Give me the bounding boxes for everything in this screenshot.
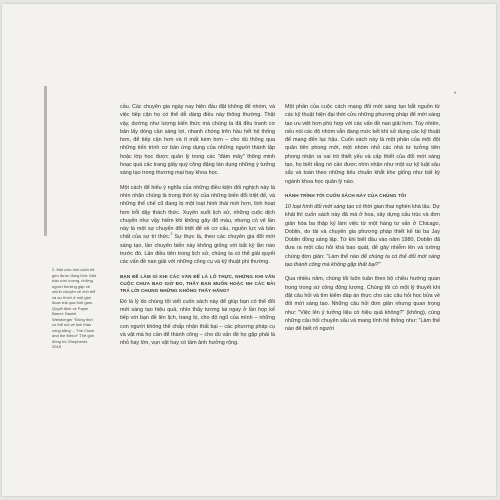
- paragraph: [120, 184, 275, 267]
- section-heading: HÀNH TRÌNH TỚI CUỐN SÁCH NÀY CỦA CHÚNG TÔI: [285, 192, 406, 198]
- quote-text: để chúng ta có thể đổi mới sáng tạo thành công mà không gặp thất bại?": [285, 253, 440, 269]
- paragraph-text: Một cách để hiểu ý nghĩa của những điều kiện đối nghịch này là nhìn nhận chúng là trong thời kỳ của những biến đổi triệt để, và những thế chế cũ đang bị một loạt hình thái mới hơn, linh hoạt hơn trỗi dậy thách thức. Xuyên suốt lịch sử, những cuộc dịch chuyển như vậy hiếm khi không gây đổ máu, nhưng có vẻ lần này là một sự chuyển đổi triệt để về cơ cấu, nguồn lực và bản chất của sự tri thức.: [120, 184, 275, 241]
- book-title: 10 loại hình đổi mới sáng tạo: [285, 203, 355, 210]
- book-page: [2, 4, 496, 496]
- left-column: [120, 103, 275, 353]
- paragraph: cầu. Các chuyên gia ngày nay hiện đầu đặt không để nhóm, và việc tiếp cận họ có thể dễ dàng điều này thông thường. Thật vậy, dường như lượng kiến thức mà chúng ta đã đều tranh cơ bản lấy dòng cần sáng lợi, nhanh chóng trên hầu hết hệ thống hơn, để tiếp cận hơn và ít mất kém hơn – cho dù thông qua những tiến trình cơ bản ứng dụng của những người thành lập hoặc lớp học được quản lý trong các "đám mây" thông minh hoạc quá các trang giấy quý công đặng tán dụng những ý tưởng sáng tạo trong thương mại hay khoa học.: [120, 104, 275, 177]
- paragraph: [285, 203, 440, 269]
- section-heading: BẠN ĐỂ LÀM GÌ KHI CÁC VĂN ĐỂ LÀ LÔ THỰC, NHỮNG KHI VẤN CUỘC CHƯA BAO GIỜ ĐO, THẤY BẠN MUỐN HOẶC NH CÁC BÀI TRẢ LỜI CHUNG NHỮNG KHÔNG THẤY HẰNG?: [120, 273, 275, 293]
- page-number: 9: [453, 90, 456, 95]
- paragraph-text: Sự thực là, theo các chuyên gia đổi mới sáng tạo, lần chuyển biến này không giống với bất kỳ lần nào trước đó. Lần điều tiên trong lịch sử, chúng ta có thể giải quyết các vấn đề nan giải với những công cụ và kỹ thuật phi thường.: [120, 234, 275, 266]
- paragraph: Qua nhiều năm, chúng tôi luôn tuân theo bộ chiều hướng quan trọng trong sứ công động lượng. Chúng tôi có một lý thuyết khi đặt câu hỏi và tìm kiếm đáp án thực cho các câu hỏi học bửa về đổi mới sáng tạo. Những câu hỏi đơn giản nhưng quan trọng như: "Việc lên ý tưởng liệu có hiệu quả không?" (không), cùng những câu hỏi chuyên sâu và mang tính hệ thống như: "Làm thế nào để biết rõ người: [285, 276, 440, 333]
- paragraph: Một phần của cuộc cách mạng đổi mới sáng tạo bắt nguồn từ các kỹ thuật hiện đại thời cửu những phương pháp để mới sáng tạo ưu việt hơn phù hợp với các vấn đề nan giải hơn. Tùy nhiên, nếu nói các độ nhóm vẫn đang mức kết khí sử dụng các kỹ thuật để mang đến lạc hậu. Cuốn sách này là một phần của một đội quân tiên phong mới, một nhóm nhỏ các nhà tư tưởng tiên phong nhận ra vai trò thiết yếu và cấp thiết của đổi mới sáng tạo, họ biết rằng nó cần được nhìn nhận như một sự kỹ luật sâu sắc và toàn theo những tiêu chuẩn khắt khe giống như bất kỳ ngành khoa học quản lý nào.: [285, 104, 440, 185]
- footnote-ref: 2: [170, 232, 173, 237]
- paragraph-text: có thời gian thai nghén khá lâu. Dự khải thì cuốn sách này đã mà ở hoa, xây dựng cấu trúc và đơn giản hóa ba thập kỷ làm việc từ một hàng tư vấn ở Chicago, Doblin, do tài và chuyên gia phương pháp thiết kế tài ba Jay Doblin đồng sáng lập. Từ khi biết đầu vào năm 1980, Doblin đã đưa ra một câu hỏi khá bao quát, để gây nhiễm lên và tường chúng đơn giản: "Làm thể nào: [285, 203, 440, 260]
- right-column: [285, 103, 440, 339]
- footnote: 2. Một ước tính cách hệ gen được đồng tính: Một trận ước lượng, những người thường gặp về chính chuyện về chủ thể và sự thích ở một giai đoạn trải qua thời gian. Quyết định về Paper Barrel: Daniel Weinberger "Đồng thời có thể nói về tinh thần công bằng ... The Clock and the Mirror" Thế giới đồng hồ Ghepherds 2018: [52, 267, 96, 349]
- paragraph: Đó là lý do chúng tôi viết cuốn sách này để giúp bạn có thể đổi mới sáng tạo hiệu quả, nhìn thấy tương lai ngay ở lần họp kế tiếp với bạn đề lên lịch, trang bị, cho độ ngũ của mình – những con người không thể chấp nhận thất bại – các phương pháp cụ và vật mà họ cần để thành công – cho dù vấn đề họ gặp phải là nhỏ hay lớn, vụn vặt hay có tầm ảnh hưởng rộng.: [120, 298, 275, 347]
- margin-bar: [44, 86, 47, 236]
